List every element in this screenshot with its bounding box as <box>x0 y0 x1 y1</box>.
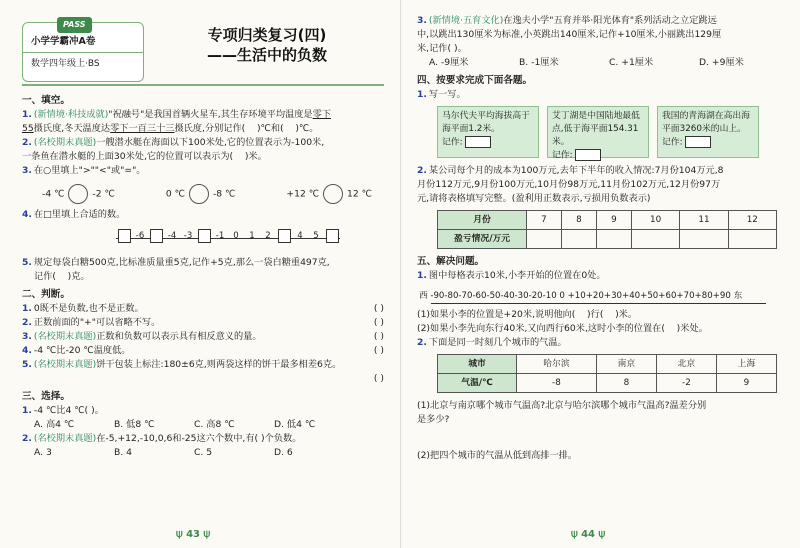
problem-2: 2. 下面是同一时刻几个城市的气温。 <box>417 337 567 348</box>
section-choice: 三、选择。 <box>22 391 70 402</box>
task-1: 1. 写一写。 <box>417 89 466 100</box>
question-3: 3. 在○里填上">""<"或"="。 <box>22 165 146 176</box>
number-line-tick: -1 <box>215 231 225 241</box>
compare-circle[interactable] <box>68 184 88 204</box>
judge-5: 5. (名校期末真题)饼干包装上标注:180±6克,则两袋这样的饼干最多相差6克。 <box>22 359 342 370</box>
page-subtitle: ——生活中的负数 <box>206 46 327 64</box>
answer-cell[interactable] <box>596 230 631 249</box>
profit-table: 月份 7 8 9 10 11 12 盈亏情况/万元 <box>437 210 777 249</box>
answer-cell[interactable] <box>527 230 562 249</box>
number-line-tick <box>276 229 292 248</box>
number-line-tick: 4 <box>297 231 303 241</box>
section-judge: 二、判断。 <box>22 289 70 300</box>
answer-box[interactable] <box>278 229 291 243</box>
number-line-tick: 2 <box>265 231 271 241</box>
judge-4: 4. -4 ℃比-20 ℃温度低。 ( ) <box>22 345 384 356</box>
page-number-left: ⍦ 43 ⍦ <box>176 527 211 540</box>
choice-3: 3. (新情境·五育文化)在逸夫小学"五育并举·阳光体育"系列活动之立定跳远 <box>417 15 717 26</box>
number-line-tick <box>148 229 164 248</box>
answer-box[interactable] <box>685 136 711 148</box>
compare-circle[interactable] <box>189 184 209 204</box>
card-qinghai: 我国的青海湖在高出海平面3260米的山上。 记作: <box>657 106 759 158</box>
choice-2: 2. (名校期末真题)在-5,+12,-10,0,6和-25这六个数中,有( )个负数。 <box>22 433 302 444</box>
question-1: 1. (新情境·科技成就)"祝融号"是我国首辆火星车,其生存环境平均温度是零下 <box>22 109 331 120</box>
page-header <box>22 22 384 90</box>
number-line-tick: 5 <box>313 231 319 241</box>
answer-box[interactable] <box>198 229 211 243</box>
number-line-tick: 1 <box>249 231 255 241</box>
number-line-tick: -4 <box>167 231 177 241</box>
answer-box[interactable] <box>118 229 131 243</box>
page-title: 专项归类复习(四) <box>207 26 327 44</box>
number-line-tick <box>116 229 132 248</box>
answer-cell[interactable] <box>680 230 728 249</box>
number-line-tick <box>324 229 340 248</box>
compare-circle[interactable] <box>323 184 343 204</box>
number-line-tick: -6 <box>135 231 145 241</box>
section-tasks: 四、按要求完成下面各题。 <box>417 75 533 86</box>
east-west-axis: 西 -90-80-70-60-50-40-30-20-10 0 +10+20+30+40+50+60+70+80+90 东 <box>419 291 743 301</box>
question-5: 5. 规定每袋白糖500克,比标准质量重5克,记作+5克,那么一袋白糖重497克, <box>22 257 330 268</box>
left-page: PASS 小学学霸冲A卷 数学四年级上·BS 专项归类复习(四) ——生活中的负数 一、填空。 1. (新情境·科技成就)"祝融号"是我国首辆火星车,其生存环境平均温度是零下 55摄氏度,冬天温度达零下一百三十三摄氏度,分别记作( )℃和( )℃。 2. (名校期末真题)一艘潜水艇在海面以下100米处,它的位置表示为-100米, 一条鱼在潜水艇的上面30米处,它的位置可以表示为( )米。 3. 在○里填上">""<"或"="。 -4 ℃ -2 ℃ 0 ℃ -8 ℃ +12 ℃ 12 ℃ 4. 在□里填上合适的数。 -6 -4 -3 -1 0 1 2 4 5 5. 规定每袋白糖500克,比标准质量重5克,记作+5克,那么一袋白糖重497克, 记作( )克。 二、判断。 1. 0既不是负数,也不是正数。 ( ) 2. 正数前面的"+"可以省略不写。 ( ) 3. (名校期末真题)正数和负数可以表示具有相反意义的量。 ( ) 4. -4 ℃比-20 ℃温度低。 ( ) 5. (名校期末真题)饼干包装上标注:180±6克,则两袋这样的饼干最多相差6克。 ( ) 三、选择。 1. -4 ℃比4 ℃( )。 A. 高4 ℃ B. 低8 ℃ C. 高8 ℃ D. 低4 ℃ 2. (名校期末真题)在-5,+12,-10,0,6和-25这六个数中,有( )个负数。 A. 3 B. 4 C. 5 D. 6 ⍦ 43 ⍦ <box>0 0 400 548</box>
answer-cell[interactable] <box>561 230 596 249</box>
answer-box[interactable] <box>326 229 339 243</box>
cards-row <box>437 106 780 161</box>
series-badge <box>22 22 144 82</box>
number-line-tick: -3 <box>183 231 193 241</box>
answer-box[interactable] <box>575 149 601 161</box>
question-2: 2. (名校期末真题)一艘潜水艇在海面以下100米处,它的位置表示为-100米, <box>22 137 325 148</box>
temperature-table: 城市 哈尔滨 南京 北京 上海 气温/℃ -8 8 -2 9 <box>437 354 777 393</box>
number-line-tick: 0 <box>233 231 239 241</box>
brand-logo: PASS <box>57 17 92 33</box>
answer-box[interactable] <box>465 136 491 148</box>
card-aydingkol: 艾丁湖是中国陆地最低点,低于海平面154.31米。 记作: <box>547 106 649 158</box>
question-4: 4. 在□里填上合适的数。 <box>22 209 126 220</box>
card-maldives: 马尔代夫平均海拔高于海平面1.2米。 记作: <box>437 106 539 158</box>
judge-3: 3. (名校期末真题)正数和负数可以表示具有相反意义的量。 ( ) <box>22 331 384 342</box>
section-fill-blank: 一、填空。 <box>22 95 70 106</box>
grade-label: 数学四年级上·BS <box>31 59 100 69</box>
judge-1: 1. 0既不是负数,也不是正数。 ( ) <box>22 303 384 314</box>
page-number-right: ⍦ 44 ⍦ <box>571 527 606 540</box>
number-line <box>22 226 384 252</box>
right-page: 3. (新情境·五育文化)在逸夫小学"五育并举·阳光体育"系列活动之立定跳远 中,以跳出130厘米为标准,小英跳出140厘米,记作+10厘米,小丽跳出129厘 米,记作( )。 A. -9厘米 B. -1厘米 C. +1厘米 D. +9厘米 四、按要求完成下面各题。 1. 写一写。 马尔代夫平均海拔高于海平面1.2米。 记作: 艾丁湖是中国陆地最低点,低于海平面154.31米。 记作: 我国的青海湖在高出海平面3260米的山上。 记作: 2. 某公司每个月的成本为100万元,去年下半年的收入情况:7月份104万元,8 月份112万元,9月份100万元,10月份98万元,11月份102万元,12月份97万 元,请将表格填写完整。(盈利用正数表示,亏损用负数表示) 月份 7 8 9 10 11 12 盈亏情况/万元 五、解决问题。 1. 图中每格表示10米,小李开始的位置在0处。 西 -90-80-70-60-50-40-30-20-10 0 +10+20+30+40+50+60+70+80+90 东 (1)如果小李的位置是+20米,说明他向( )行( )米。 (2)如果小李先向东行40米,又向西行60米,这时小李的位置在( )米处。 2. 下面是同一时刻几个城市的气温。 城市 哈尔滨 南京 北京 上海 气温/℃ -8 8 -2 9 (1)北京与南京哪个城市气温高?北京与哈尔滨哪个城市气温高?温差分别 是多少? (2)把四个城市的气温从低到高排一排。 ⍦ 44 ⍦ <box>400 0 800 548</box>
series-name: 小学学霸冲A卷 <box>31 36 96 47</box>
title-box <box>152 22 382 80</box>
answer-cell[interactable] <box>728 230 776 249</box>
choice-1: 1. -4 ℃比4 ℃( )。 <box>22 405 104 416</box>
answer-cell[interactable] <box>631 230 679 249</box>
answer-box[interactable] <box>150 229 163 243</box>
number-line-tick <box>196 229 212 248</box>
compare-row: -4 ℃ -2 ℃ 0 ℃ -8 ℃ +12 ℃ 12 ℃ <box>42 184 372 204</box>
task-2: 2. 某公司每个月的成本为100万元,去年下半年的收入情况:7月份104万元,8 <box>417 165 724 176</box>
section-problems: 五、解决问题。 <box>417 256 485 267</box>
problem-1: 1. 图中每格表示10米,小李开始的位置在0处。 <box>417 270 606 281</box>
judge-2: 2. 正数前面的"+"可以省略不写。 ( ) <box>22 317 384 328</box>
